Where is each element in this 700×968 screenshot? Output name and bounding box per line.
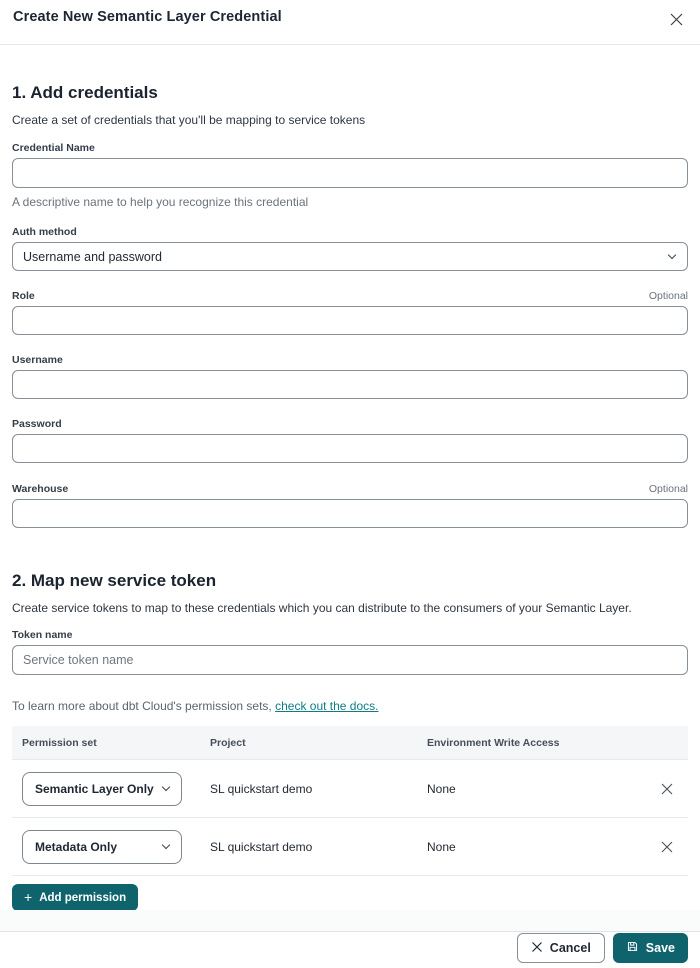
role-optional-badge: Optional	[648, 290, 688, 302]
chevron-down-icon	[162, 783, 170, 791]
token-name-label: Token name	[12, 629, 73, 641]
plus-icon: +	[24, 889, 33, 905]
credential-name-input[interactable]	[12, 158, 688, 188]
environment-write-access-value-row-1: None	[427, 781, 456, 796]
warehouse-input[interactable]	[12, 499, 688, 528]
permission-set-value-row-1: Semantic Layer Only	[35, 781, 154, 796]
page-title: Create New Semantic Layer Credential	[13, 9, 282, 25]
add-permission-label: Add permission	[39, 891, 127, 904]
save-icon	[626, 940, 639, 956]
cancel-label: Cancel	[549, 941, 591, 955]
auth-method-label: Auth method	[12, 226, 77, 238]
credential-name-label: Credential Name	[12, 142, 95, 154]
permission-set-select-row-1[interactable]	[22, 772, 182, 806]
close-icon	[660, 784, 674, 799]
add-permission-button[interactable]	[12, 884, 138, 911]
footer-divider-band	[0, 910, 700, 932]
modal-footer	[0, 932, 700, 968]
cancel-button[interactable]	[517, 933, 605, 963]
section-1-description: Create a set of credentials that you'll be mapping to service tokens	[12, 113, 366, 127]
table-row	[12, 818, 688, 876]
environment-write-access-value-row-2: None	[427, 839, 456, 854]
permissions-table-header	[12, 726, 688, 760]
table-row	[12, 760, 688, 818]
close-icon	[531, 941, 543, 956]
close-icon	[660, 842, 674, 857]
chevron-down-icon	[162, 841, 170, 849]
section-2-description: Create service tokens to map to these credentials which you can distribute to the consumers of your Semantic Layer.	[12, 601, 632, 615]
permissions-table	[12, 726, 688, 876]
close-icon	[669, 15, 684, 30]
save-label: Save	[645, 941, 675, 955]
save-button[interactable]	[613, 933, 688, 963]
modal-header	[0, 0, 700, 45]
chevron-down-icon	[668, 251, 676, 259]
role-input[interactable]	[12, 306, 688, 335]
auth-method-selected-value: Username and password	[23, 249, 162, 264]
docs-link[interactable]: check out the docs.	[275, 699, 379, 713]
credential-name-help: A descriptive name to help you recognize this credential	[12, 195, 309, 209]
column-header-project: Project	[210, 736, 246, 749]
remove-permission-button-row-1[interactable]	[656, 778, 678, 800]
username-label: Username	[12, 354, 63, 366]
column-header-permission-set: Permission set	[22, 736, 97, 749]
password-label: Password	[12, 418, 62, 430]
password-input[interactable]	[12, 434, 688, 463]
close-button[interactable]	[667, 10, 686, 32]
permission-set-select-row-2[interactable]	[22, 830, 182, 864]
section-1-heading: 1. Add credentials	[12, 83, 158, 102]
permission-set-value-row-2: Metadata Only	[35, 839, 118, 854]
username-input[interactable]	[12, 370, 688, 399]
role-label: Role	[12, 290, 35, 302]
warehouse-label: Warehouse	[12, 483, 69, 495]
project-value-row-1: SL quickstart demo	[210, 781, 313, 796]
docs-line	[12, 699, 688, 714]
remove-permission-button-row-2[interactable]	[656, 836, 678, 858]
column-header-environment-write-access: Environment Write Access	[427, 736, 560, 749]
auth-method-select[interactable]	[12, 242, 688, 271]
docs-line-prefix: To learn more about dbt Cloud's permission sets,	[12, 699, 276, 713]
modal-footer-area	[0, 910, 700, 968]
section-2-heading: 2. Map new service token	[12, 571, 217, 590]
token-name-input[interactable]	[12, 645, 688, 675]
modal-body	[0, 83, 700, 911]
project-value-row-2: SL quickstart demo	[210, 839, 313, 854]
warehouse-optional-badge: Optional	[648, 483, 688, 495]
